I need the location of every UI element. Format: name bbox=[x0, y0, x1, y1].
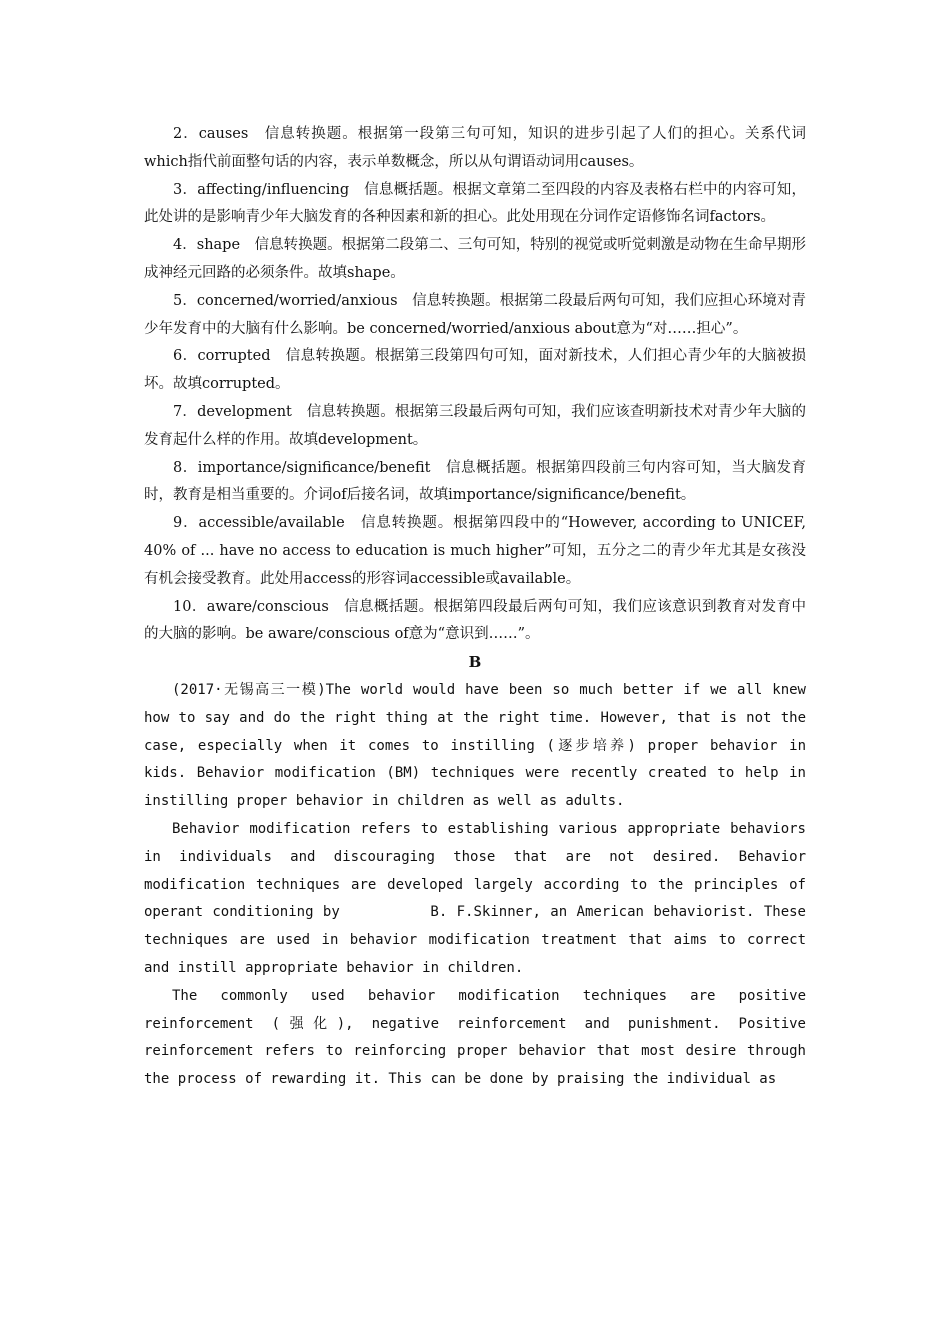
answer-10: 10．aware/conscious 信息概括题。根据第四段最后两句可知，我们应该意识到教育对发育中的大脑的影响。be aware/conscious of意为“意识到……”。 bbox=[144, 598, 806, 643]
answer-list bbox=[144, 121, 806, 649]
document-page bbox=[144, 121, 806, 1094]
answer-5: 5．concerned/worried/anxious 信息转换题。根据第二段最后两句可知，我们应担心环境对青少年发育中的大脑有什么影响。be concerned/worried/anxious about意为“对……担心”。 bbox=[144, 292, 806, 337]
answer-6: 6．corrupted 信息转换题。根据第三段第四句可知，面对新技术，人们担心青少年的大脑被损坏。故填corrupted。 bbox=[144, 348, 806, 393]
section-title: B bbox=[468, 653, 482, 672]
passage-paragraph-2: Behavior modification refers to establishing various appropriate behaviors in individuals and discouraging those that are not desired. Behavior modification techniques are developed largely according to the principles of operant conditioning by B. F.Skinner, an American behaviorist. These techniques are used in behavior modification treatment that aims to correct and instill appropriate behavior in children. bbox=[144, 820, 806, 976]
answer-4: 4．shape 信息转换题。根据第二段第二、三句可知，特别的视觉或听觉刺激是动物在生命早期形成神经元回路的必须条件。故填shape。 bbox=[144, 237, 806, 281]
answer-9: 9．accessible/available 信息转换题。根据第四段中的“However, according to UNICEF, 40% of ... have no access to education is much higher”可知，五分之二的青少年尤其是女孩没有机会接受教育。此处用access的形容词accessible或available。 bbox=[144, 515, 806, 587]
passage-paragraph-1: (2017·无锡高三一模)The world would have been so much better if we all knew how to say and do the right thing at the right time. However, that is not the case, especially when it comes to instilling (逐步培养) proper behavior in kids. Behavior modification (BM) techniques were recently created to help in instilling proper behavior in children as well as adults. bbox=[144, 681, 806, 810]
answer-3: 3．affecting/influencing 信息概括题。根据文章第二至四段的内容及表格右栏中的内容可知，此处讲的是影响青少年大脑发育的各种因素和新的担心。此处用现在分词作定语修饰名词factors。 bbox=[144, 181, 806, 226]
passage-paragraph-3: The commonly used behavior modification techniques are positive reinforcement (强化), negative reinforcement and punishment. Positive reinforcement refers to reinforcing proper behavior that most desire through the process of rewarding it. This can be done by praising the individual as bbox=[144, 987, 806, 1088]
answer-7: 7．development 信息转换题。根据第三段最后两句可知，我们应该查明新技术对青少年大脑的发育起什么样的作用。故填development。 bbox=[144, 403, 806, 448]
reading-passage bbox=[144, 677, 806, 1094]
answer-2: 2．causes 信息转换题。根据第一段第三句可知，知识的进步引起了人们的担心。关系代词which指代前面整句话的内容，表示单数概念，所以从句谓语动词用causes。 bbox=[144, 126, 806, 170]
answer-8: 8．importance/significance/benefit 信息概括题。根据第四段前三句内容可知，当大脑发育时，教育是相当重要的。介词of后接名词，故填importance/significance/benefit。 bbox=[144, 459, 806, 504]
